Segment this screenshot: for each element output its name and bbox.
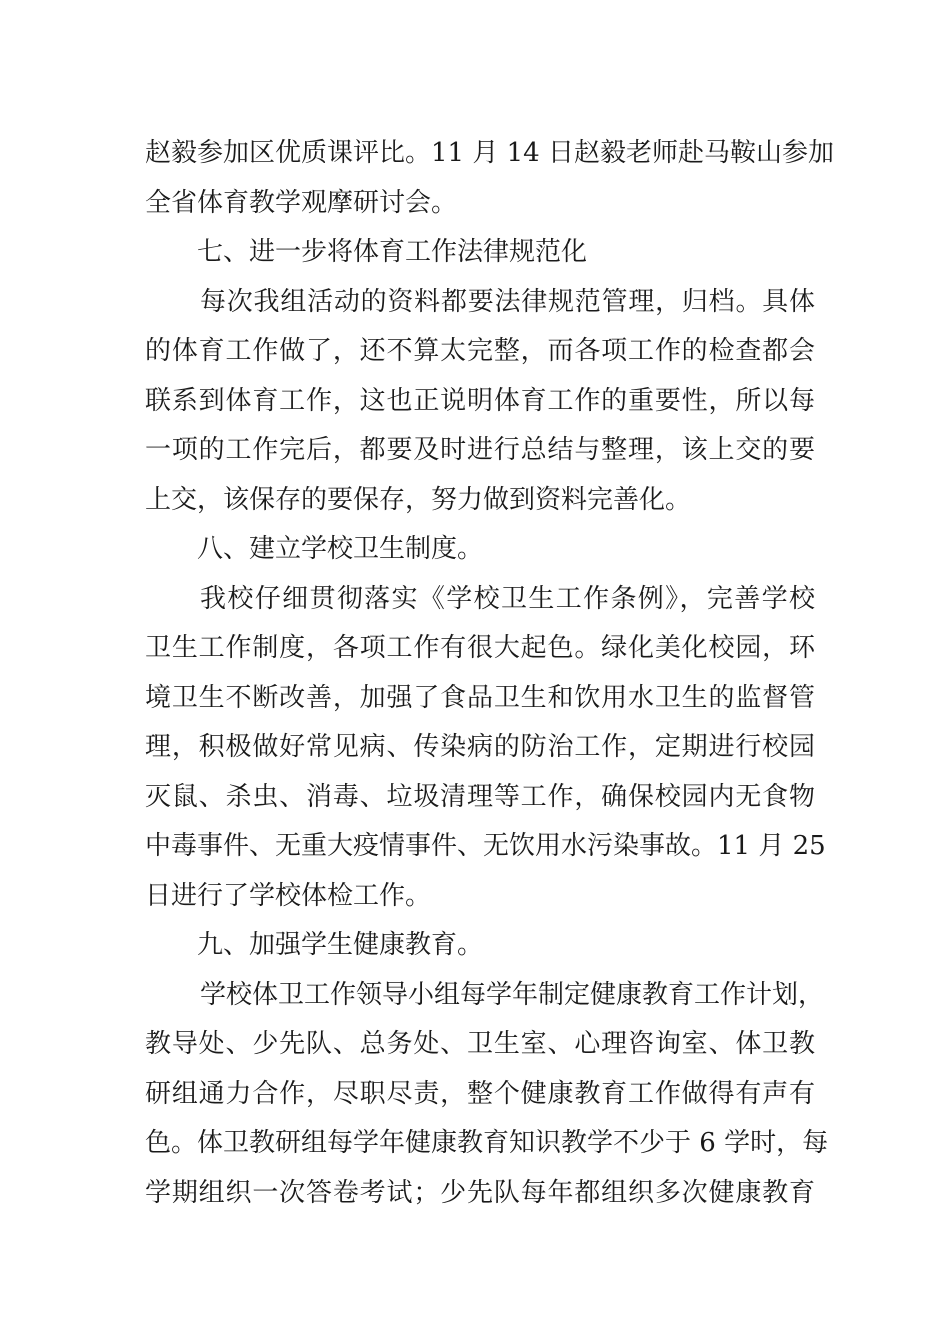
text-line: 赵毅参加区优质课评比。11 月 14 日赵毅老师赴马鞍山参加 — [145, 138, 834, 168]
text-line: 灭鼠、杀虫、消毒、垃圾清理等工作，确保校园内无食物 — [145, 781, 815, 812]
text-line: 的体育工作做了，还不算太完整，而各项工作的检查都会 — [145, 336, 815, 366]
text-line: 我校仔细贯彻落实《学校卫生工作条例》，完善学校 — [200, 583, 815, 614]
text-line: 研组通力合作，尽职尽责，整个健康教育工作做得有声有 — [145, 1078, 815, 1109]
text-line: 一项的工作完后，都要及时进行总结与整理，该上交的要 — [145, 435, 815, 465]
text-line: 理，积极做好常见病、传染病的防治工作，定期进行校园 — [145, 732, 815, 762]
section-heading-7: 七、进一步将体育工作法律规范化 — [197, 237, 588, 267]
text-line: 全省体育教学观摩研讨会。 — [145, 187, 458, 218]
text-line: 日进行了学校体检工作。 — [145, 880, 432, 911]
text-line: 联系到体育工作，这也正说明体育工作的重要性，所以每 — [145, 385, 815, 416]
text-line: 上交，该保存的要保存，努力做到资料完善化。 — [145, 484, 692, 515]
text-line: 中毒事件、无重大疫情事件、无饮用水污染事故。11 月 25 — [145, 831, 826, 861]
section-heading-8: 八、建立学校卫生制度。 — [197, 534, 484, 564]
text-line: 色。体卫教研组每学年健康教育知识教学不少于 6 学时，每 — [145, 1128, 829, 1158]
text-line: 卫生工作制度，各项工作有很大起色。绿化美化校园，环 — [145, 633, 815, 663]
text-line: 学期组织一次答卷考试；少先队每年都组织多次健康教育 — [145, 1177, 815, 1208]
section-heading-9: 九、加强学生健康教育。 — [197, 930, 484, 960]
text-line: 境卫生不断改善，加强了食品卫生和饮用水卫生的监督管 — [145, 682, 815, 713]
text-line: 学校体卫工作领导小组每学年制定健康教育工作计划， — [200, 979, 825, 1010]
text-line: 每次我组活动的资料都要法律规范管理，归档。具体 — [200, 286, 815, 317]
text-line: 教导处、少先队、总务处、卫生室、心理咨询室、体卫教 — [145, 1029, 815, 1059]
document-body — [145, 129, 834, 1218]
